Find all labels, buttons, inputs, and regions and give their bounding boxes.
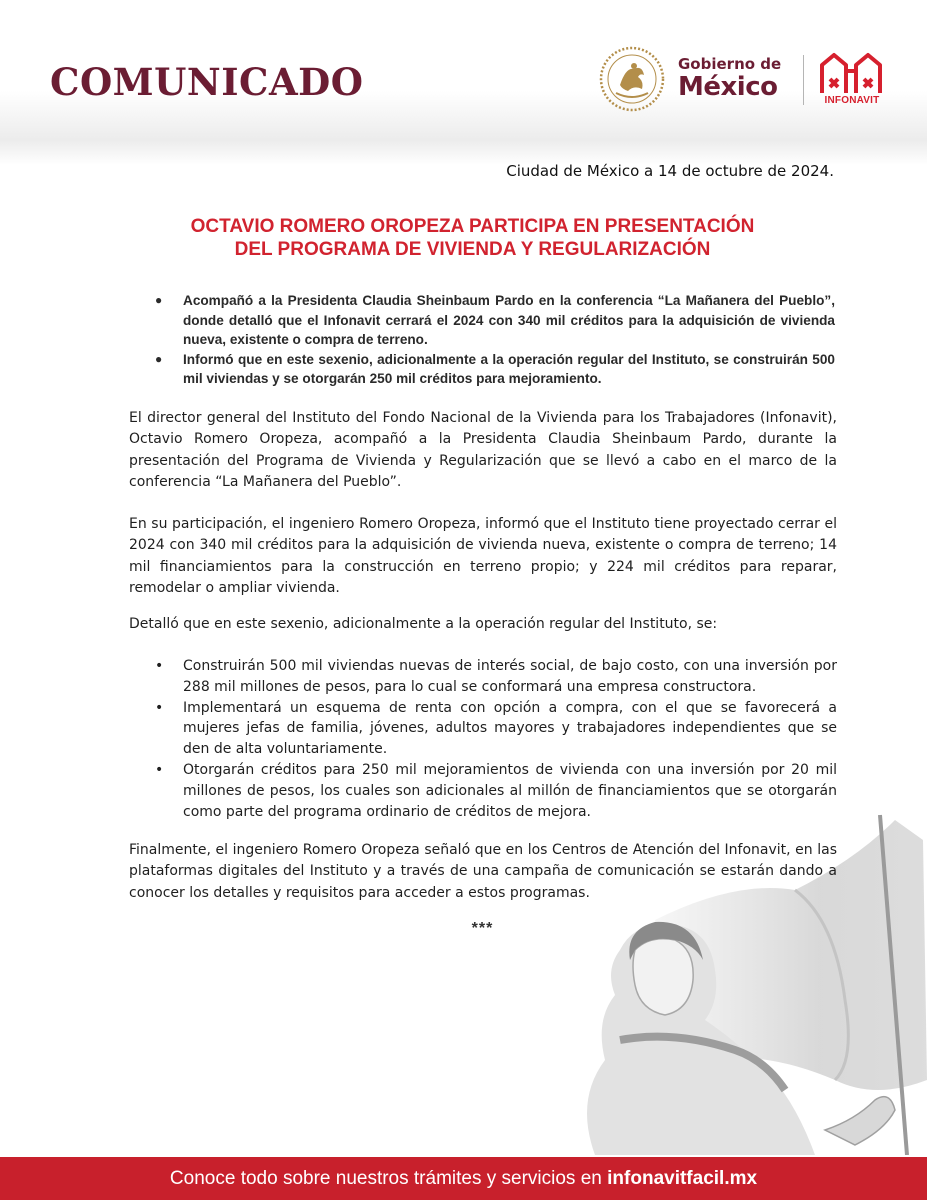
bullet-icon: ● — [155, 293, 163, 307]
gobierno-line1: Gobierno de — [678, 55, 782, 73]
program-bullets — [155, 656, 837, 822]
document-date: Ciudad de México a 14 de octubre de 2024. — [506, 162, 834, 180]
paragraph-4: Finalmente, el ingeniero Romero Oropeza señaló que en los Centros de Atención del Infonavit, en las plataformas digitales del Instituto y a través de una campaña de comunicación se estarán dando a conocer los detalles y requisitos para acceder a estos programas. — [129, 842, 837, 901]
highlight-item — [155, 291, 835, 350]
footer-banner — [0, 1157, 927, 1200]
highlight-item — [155, 350, 835, 389]
paragraph-2: En su participación, el ingeniero Romero Oropeza, informó que el Instituto tiene proyectado cerrar el 2024 con 340 mil créditos para la adquisición de vivienda nueva, existente o compra de terreno; 14 mil financiamientos para la construcción en terreno propio; y 224 mil créditos para reparar, remodelar o ampliar vivienda. — [129, 516, 837, 596]
infonavit-logo-icon — [816, 49, 886, 95]
program-bullet-text: Otorgarán créditos para 250 mil mejoramientos de vivienda con una inversión por 20 mil millones de pesos, los cuales son adicionales al millón de financiamientos que se otorgarán como parte del programa ordinario de créditos de mejora. — [183, 761, 837, 820]
headline-line2: DEL PROGRAMA DE VIVIENDA Y REGULARIZACIÓN — [234, 239, 711, 260]
program-bullet-text: Implementará un esquema de renta con opción a compra, con el que se favorecerá a mujeres jefas de familia, jóvenes, adultos mayores y trabajadores independientes que se den de alta voluntariamente. — [183, 699, 837, 758]
bullet-icon: ● — [155, 351, 163, 366]
footer-link[interactable]: infonavitfacil.mx — [607, 1168, 758, 1189]
gobierno-de-mexico-logo — [678, 55, 781, 101]
paragraph-3: Detalló que en este sexenio, adicionalmente a la operación regular del Instituto, se: — [129, 616, 718, 632]
footer-text: Conoce todo sobre nuestros trámites y servicios en — [169, 1168, 608, 1189]
paragraph-1: El director general del Instituto del Fondo Nacional de la Vivienda para los Trabajadores (Infonavit), Octavio Romero Oropeza, acompañó a la Presidenta Claudia Sheinbaum Pardo, durante la presentación del Programa de Vivienda y Regularización que se llevó a cabo en el marco de la conferencia “La Mañanera del Pueblo”. — [129, 410, 837, 490]
header-logos — [598, 45, 898, 115]
bullet-icon: • — [155, 658, 164, 674]
program-bullet-item — [155, 698, 837, 760]
program-bullet-text: Construirán 500 mil viviendas nuevas de interés social, de bajo costo, con una inversión por 288 mil millones de pesos, para lo cual se conformará una empresa constructora. — [183, 658, 837, 695]
closing-stars: *** — [471, 920, 494, 937]
program-bullet-item — [155, 760, 837, 822]
highlights-list — [155, 291, 835, 389]
national-seal-icon — [598, 45, 666, 113]
comunicado-title: COMUNICADO — [50, 60, 364, 104]
bullet-icon: • — [155, 761, 164, 778]
highlight-text: Informó que en este sexenio, adicionalmente a la operación regular del Instituto, se construirán 500 mil viviendas y se otorgarán 250 mil créditos para mejoramiento. — [183, 351, 835, 386]
headline-line1: OCTAVIO ROMERO OROPEZA PARTICIPA EN PRESENTACIÓN — [190, 216, 755, 237]
bullet-icon: • — [155, 699, 164, 716]
program-bullet-item — [155, 656, 837, 698]
highlight-text: Acompañó a la Presidenta Claudia Sheinbaum Pardo en la conferencia “La Mañanera del Pueblo”, donde detalló que el Infonavit cerrará el 2024 con 340 mil créditos para la adquisición de vivienda nueva, existente o compra de terreno. — [183, 293, 835, 347]
headline — [110, 215, 835, 261]
infonavit-wordmark: INFONAVIT — [824, 95, 880, 106]
gobierno-line2: México — [678, 72, 778, 102]
logo-divider — [803, 55, 804, 105]
